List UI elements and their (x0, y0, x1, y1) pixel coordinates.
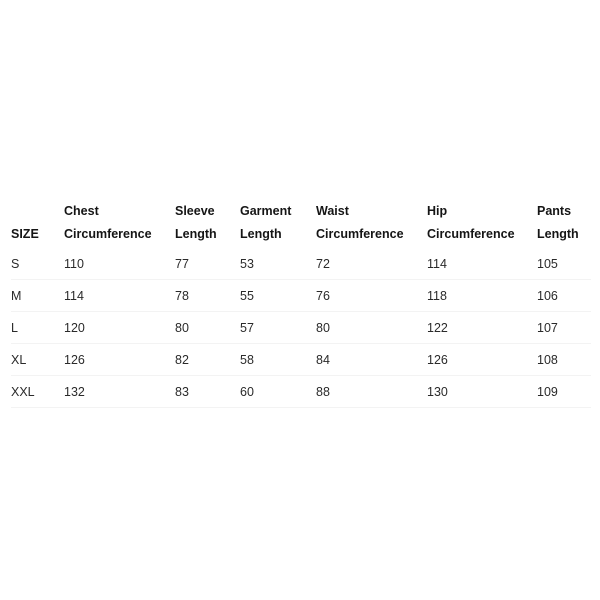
cell-chest: 110 (64, 248, 175, 280)
table-row (11, 376, 591, 408)
size-chart-table (11, 200, 591, 408)
header-pants-line1: Pants (537, 204, 572, 218)
cell-pants: 105 (537, 248, 591, 280)
cell-sleeve: 78 (175, 280, 240, 312)
cell-hip: 126 (427, 344, 537, 376)
cell-pants: 108 (537, 344, 591, 376)
cell-sleeve: 77 (175, 248, 240, 280)
cell-size: XXL (11, 376, 64, 408)
header-waist-circumference (316, 200, 427, 248)
header-sleeve-line1: Sleeve (175, 204, 215, 218)
cell-garment: 58 (240, 344, 316, 376)
table-row (11, 344, 591, 376)
cell-garment: 55 (240, 280, 316, 312)
table-row (11, 312, 591, 344)
cell-size: S (11, 248, 64, 280)
header-chest-circumference (64, 200, 175, 248)
header-hip-circumference (427, 200, 537, 248)
cell-chest: 120 (64, 312, 175, 344)
cell-chest: 126 (64, 344, 175, 376)
header-chest-line2: Circumference (64, 227, 152, 241)
size-chart-header (11, 200, 591, 248)
header-garment-line2: Length (240, 227, 282, 241)
cell-pants: 107 (537, 312, 591, 344)
header-hip-line1: Hip (427, 204, 448, 218)
cell-size: L (11, 312, 64, 344)
header-size-line2: SIZE (11, 227, 39, 241)
header-size-line1 (11, 200, 64, 223)
cell-chest: 114 (64, 280, 175, 312)
cell-pants: 109 (537, 376, 591, 408)
cell-waist: 80 (316, 312, 427, 344)
cell-waist: 76 (316, 280, 427, 312)
header-garment-length (240, 200, 316, 248)
cell-hip: 114 (427, 248, 537, 280)
cell-hip: 122 (427, 312, 537, 344)
cell-garment: 53 (240, 248, 316, 280)
cell-sleeve: 83 (175, 376, 240, 408)
cell-hip: 130 (427, 376, 537, 408)
header-garment-line1: Garment (240, 204, 292, 218)
header-hip-line2: Circumference (427, 227, 515, 241)
table-row (11, 280, 591, 312)
header-waist-line1: Waist (316, 204, 349, 218)
cell-garment: 57 (240, 312, 316, 344)
header-size (11, 200, 64, 248)
cell-hip: 118 (427, 280, 537, 312)
cell-pants: 106 (537, 280, 591, 312)
header-waist-line2: Circumference (316, 227, 404, 241)
cell-chest: 132 (64, 376, 175, 408)
cell-size: XL (11, 344, 64, 376)
header-pants-length (537, 200, 591, 248)
cell-waist: 72 (316, 248, 427, 280)
table-row (11, 248, 591, 280)
header-sleeve-line2: Length (175, 227, 217, 241)
header-chest-line1: Chest (64, 204, 99, 218)
header-sleeve-length (175, 200, 240, 248)
cell-size: M (11, 280, 64, 312)
cell-sleeve: 80 (175, 312, 240, 344)
cell-waist: 84 (316, 344, 427, 376)
cell-waist: 88 (316, 376, 427, 408)
cell-garment: 60 (240, 376, 316, 408)
header-pants-line2: Length (537, 227, 579, 241)
header-row (11, 200, 591, 248)
size-chart-body (11, 248, 591, 408)
cell-sleeve: 82 (175, 344, 240, 376)
